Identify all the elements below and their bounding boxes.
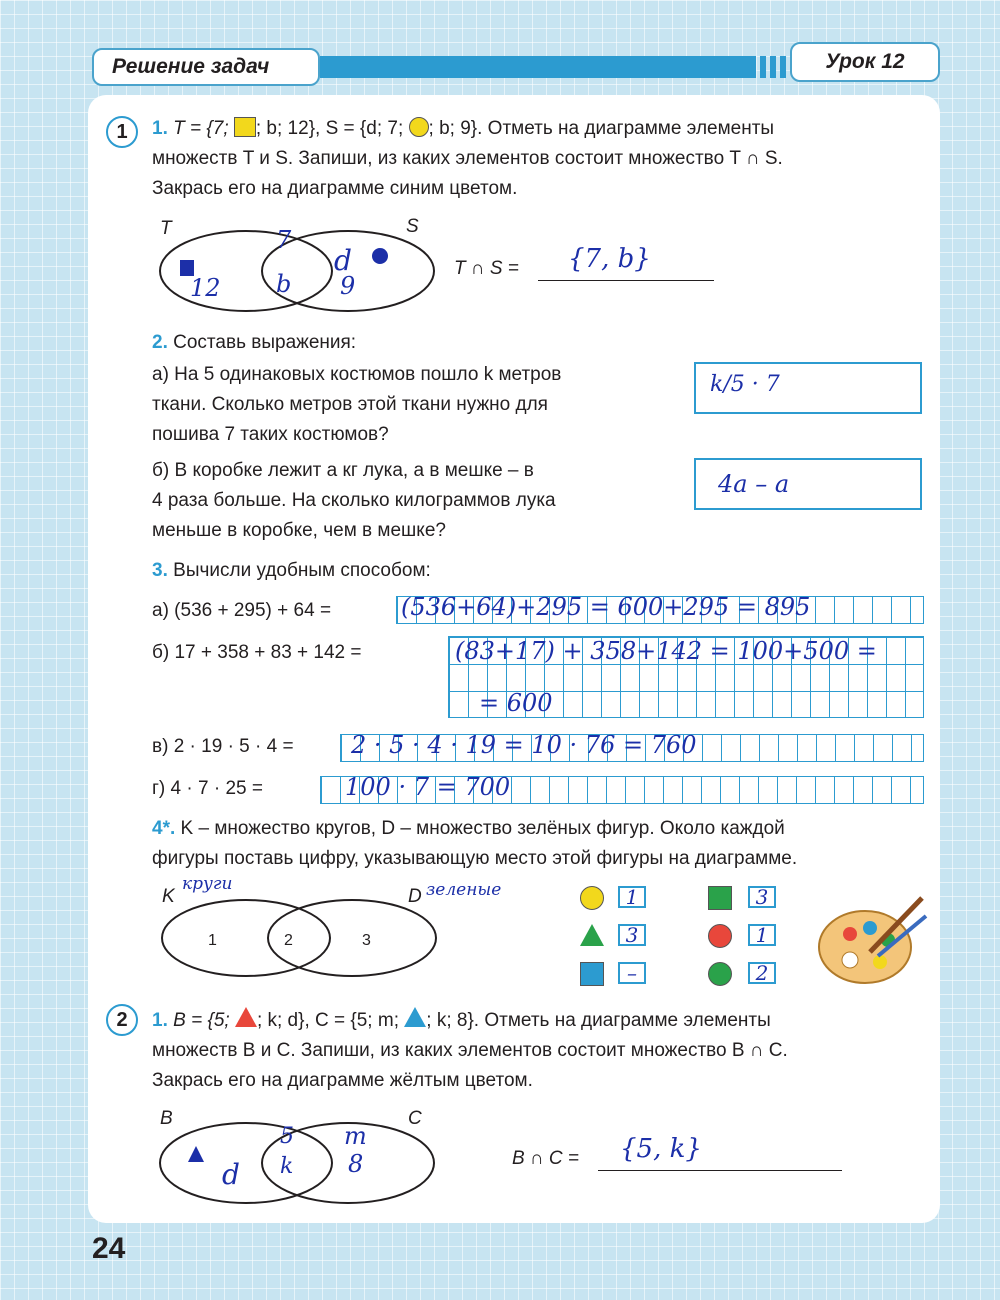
hw-triangle-mark [188, 1146, 204, 1162]
task-2-1-text: 1. B = {5; ; k; d}, C = {5; m; ; k; 8}. Отметь на диаграмме элементы множеств B и C. Запиши, из каких элементов состоит множество B ∩ C. Закрась его на диаграмме жёлтым цветом. [152, 1006, 932, 1096]
subtask-number: 1. [152, 118, 168, 139]
venn-label-S: S [406, 216, 419, 237]
yellow-square-icon [234, 117, 256, 137]
hw-C-element-2: 8 [348, 1150, 364, 1178]
hw-S-element-1: d [334, 244, 352, 277]
green-triangle-icon [580, 924, 604, 946]
hw-answer-2b: 4a – a [718, 470, 790, 498]
hw-shape-answer-4: 1 [755, 923, 769, 947]
hw-shape-answer-6: 2 [755, 961, 769, 985]
hw-answer-3d: 100 · 7 = 700 [345, 773, 511, 801]
green-square-icon [708, 886, 732, 910]
hw-shape-answer-5: – [627, 961, 637, 985]
hw-label-D: зеленые [426, 880, 502, 900]
task-3b-expression: б) 17 + 358 + 83 + 142 = [152, 642, 362, 663]
hw-answer-3b-line2: = 600 [479, 689, 553, 717]
hw-intersection-element-1: 7 [276, 226, 292, 254]
venn-region-3: 3 [362, 932, 371, 949]
venn-label-D: D [408, 886, 422, 907]
venn-diagram-KD [160, 896, 440, 982]
hw-label-K: круги [182, 874, 233, 894]
answer-box-shape-6[interactable] [748, 962, 776, 984]
page-number: 24 [92, 1232, 126, 1265]
task-3a-expression: а) (536 + 295) + 64 = [152, 600, 332, 621]
task-1-3-title: 3. Вычисли удобным способом: [152, 560, 431, 581]
hw-BC-intersection-2: k [280, 1154, 294, 1179]
hw-answer-TnS: {7, b} [568, 244, 651, 274]
answer-label-BnC: B ∩ C = [512, 1148, 579, 1169]
answer-box-shape-1[interactable] [618, 886, 646, 908]
answer-grid-3c[interactable] [340, 731, 924, 762]
answer-box-shape-5[interactable] [618, 962, 646, 984]
red-triangle-icon [235, 1007, 257, 1027]
venn-label-K: K [162, 886, 175, 907]
answer-box-shape-3[interactable] [618, 924, 646, 946]
hw-answer-2a: k/5 · 7 [710, 372, 780, 397]
answer-line-TnS [538, 278, 714, 281]
venn-label-T: T [160, 218, 172, 239]
section-number-2: 2 [106, 1004, 138, 1036]
blue-triangle-icon [404, 1007, 426, 1027]
hw-answer-BnC: {5, k} [620, 1134, 702, 1164]
hw-intersection-element-2: b [276, 270, 292, 298]
hw-answer-3a: (536+64)+295 = 600+295 = 895 [401, 593, 811, 621]
answer-grid-3d[interactable] [320, 773, 924, 804]
task-1-2a-text: а) На 5 одинаковых костюмов пошло k метров ткани. Сколько метров этой ткани нужно для пошива 7 таких костюмов? [152, 364, 562, 445]
task-1-2b-text: б) В коробке лежит a кг лука, а в мешке – в 4 раза больше. На сколько килограммов лука меньше в коробке, чем в мешке? [152, 460, 556, 541]
answer-grid-3a[interactable] [396, 593, 924, 624]
blue-square-icon [580, 962, 604, 986]
task-1-4-text: 4*. K – множество кругов, D – множество зелёных фигур. Около каждой фигуры поставь цифру, указывающую место этой фигуры на диаграмме. [152, 818, 798, 869]
red-circle-icon [708, 924, 732, 948]
subtask-number: 1. [152, 1010, 168, 1031]
task-3d-expression: г) 4 · 7 · 25 = [152, 778, 263, 799]
hw-shape-answer-2: 3 [755, 885, 769, 909]
answer-box-shape-4[interactable] [748, 924, 776, 946]
hw-S-element-2: 9 [340, 272, 356, 300]
answer-line-BnC [598, 1168, 842, 1171]
venn-diagram-TS [158, 226, 438, 316]
task-1-2-title: 2. Составь выражения: [152, 332, 357, 353]
task-3c-expression: в) 2 · 19 · 5 · 4 = [152, 736, 294, 757]
hw-BC-intersection-1: 5 [280, 1124, 294, 1149]
hw-shape-answer-3: 3 [625, 923, 639, 947]
hw-answer-3b-line1: (83+17) + 358+142 = 100+500 = [455, 637, 877, 665]
venn-region-2: 2 [284, 932, 293, 949]
venn-label-C: C [408, 1108, 422, 1129]
answer-box-2a[interactable] [694, 362, 922, 414]
lesson-label: Урок 12 [790, 42, 940, 82]
header-title: Решение задач [92, 48, 320, 86]
hw-answer-3c: 2 · 5 · 4 · 19 = 10 · 76 = 760 [351, 731, 697, 759]
venn-label-B: B [160, 1108, 173, 1129]
section-number: 1 [106, 116, 138, 148]
header-band [320, 56, 750, 78]
answer-box-2b[interactable] [694, 458, 922, 510]
paint-palette-icon [810, 892, 930, 992]
task-1-1-text: 1. T = {7; ; b; 12}, S = {d; 7; ; b; 9}. Отметь на диаграмме элементы множеств T и S. Запиши, из каких элементов состоит множество T ∩ S. Закрась его на диаграмме синим цветом. [152, 118, 783, 199]
yellow-circle-icon [409, 117, 429, 137]
hw-shape-answer-1: 1 [625, 885, 639, 909]
venn-diagram-BC [158, 1118, 438, 1208]
venn-region-1: 1 [208, 932, 217, 949]
header-stripes [750, 56, 786, 78]
answer-grid-3b[interactable] [448, 636, 924, 718]
hw-T-element: 12 [190, 274, 221, 302]
yellow-circle-icon [580, 886, 604, 910]
green-circle-icon [708, 962, 732, 986]
answer-box-shape-2[interactable] [748, 886, 776, 908]
hw-C-element-1: m [344, 1122, 367, 1150]
answer-label-TnS: T ∩ S = [454, 258, 519, 279]
hw-circle-mark [372, 248, 388, 264]
hw-B-element: d [222, 1158, 240, 1191]
